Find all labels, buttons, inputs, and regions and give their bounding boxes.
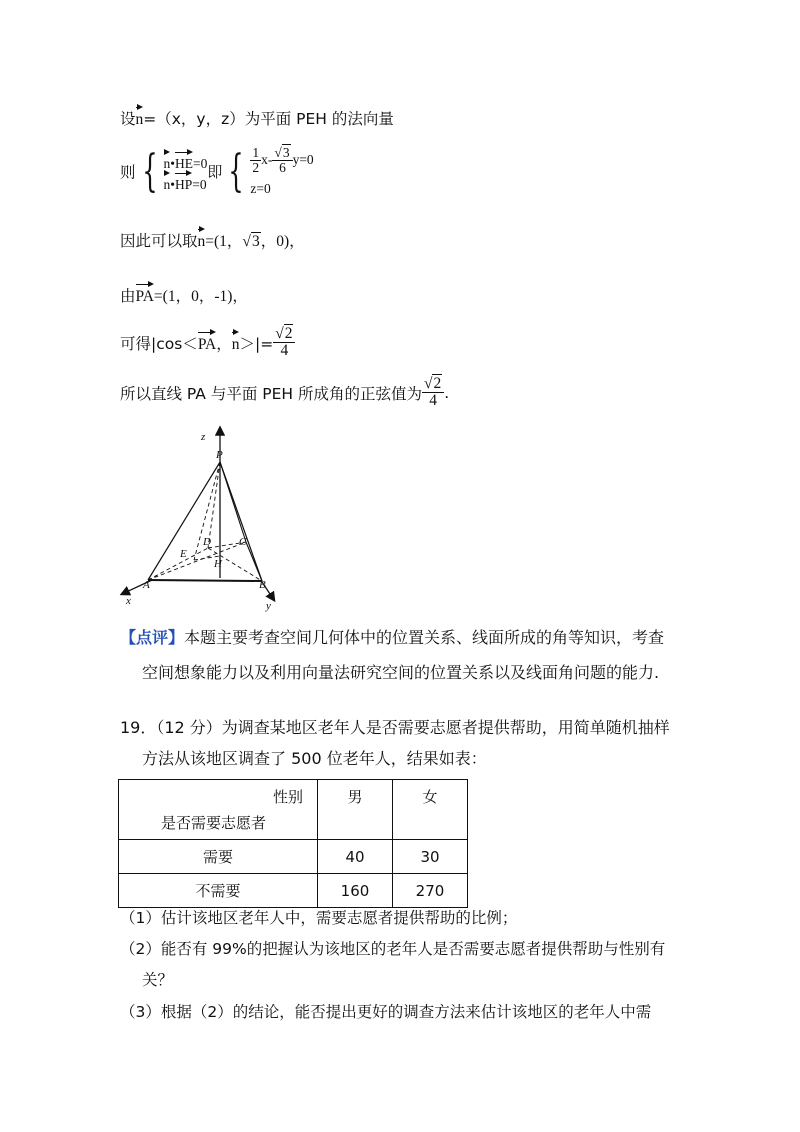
problem-19-line-2: 方法从该地区调查了 500 位老年人，结果如表： [142, 749, 487, 768]
then-label: 则 [120, 163, 136, 182]
label-p: P [216, 449, 223, 461]
equation-n-he: n•HE=0 [164, 151, 208, 172]
survey-table [118, 779, 468, 908]
remark-line-1 [120, 625, 664, 648]
question-2-line-2: 关？ [142, 971, 174, 989]
normal-vector-choice-line: 因此可以取n=(1，√3，0)， [120, 228, 305, 251]
vector-n: n [136, 106, 144, 129]
edge-ab [148, 580, 262, 581]
fraction-sqrt2-over-4: $\frac{√2}{4}$ [273, 326, 295, 360]
vector-pa-line: 由PA=(1，0，-1)， [120, 283, 248, 306]
label-a: A [143, 579, 150, 591]
label-y: y [266, 600, 271, 612]
edge-pc [220, 462, 246, 542]
remark-line-2 [142, 660, 659, 683]
row-label: 不需要 [119, 874, 318, 908]
cell-male: 160 [318, 874, 393, 908]
setup-text: =（x，y，z）为平面 PEH 的法向量 [143, 110, 394, 128]
normal-vector-setup-line [120, 106, 394, 129]
equation-system-line [120, 146, 314, 197]
fraction-sqrt2-over-4: $\frac{√2}{4}$ [422, 376, 444, 410]
label-e: E [180, 548, 187, 560]
label-c: C [239, 536, 247, 548]
edge-ah [148, 542, 246, 580]
vector-equations [164, 151, 208, 193]
cell-male: 40 [318, 840, 393, 874]
edge-ad [148, 548, 208, 580]
vector-pa: PA [198, 331, 216, 354]
remark-text-1: 本题主要考查空间几何体中的位置关系、线面所成的角等知识，考查 [184, 628, 665, 647]
label-b: B [259, 579, 266, 591]
scalar-equations [250, 146, 313, 197]
scalar-equation-2: z=0 [250, 181, 271, 197]
equation-n-hp: n•HP=0 [164, 172, 208, 193]
vector-n: n [198, 228, 206, 251]
cell-female: 30 [393, 840, 468, 874]
table-corner-header [119, 780, 318, 840]
label-x: x [126, 595, 131, 607]
pyramid-figure [110, 418, 310, 618]
label-h: H [214, 558, 222, 570]
question-1: （1）估计该地区老年人中，需要志愿者提供帮助的比例； [120, 909, 518, 927]
cell-female: 270 [393, 874, 468, 908]
left-brace-2: { [228, 145, 245, 197]
vector-pa: PA [136, 283, 154, 306]
edge-bc [246, 542, 262, 581]
table-row [119, 874, 468, 908]
header-female: 女 [393, 780, 468, 840]
table-row [119, 840, 468, 874]
setup-prefix: 设 [120, 110, 136, 128]
remark-text-2: 空间想象能力以及利用向量法研究空间的位置关系以及线面角问题的能力. [142, 663, 660, 682]
label-d: D [203, 536, 211, 548]
header-male: 男 [318, 780, 393, 840]
namely-label: 即 [207, 163, 223, 182]
header-need: 是否需要志愿者 [161, 814, 267, 832]
remark-tag: 【点评】 [120, 628, 185, 647]
left-brace-1: { [141, 145, 158, 197]
vector-n: n [232, 331, 240, 354]
sqrt-3: √3 [242, 233, 260, 250]
conclusion-line: 所以直线 PA 与平面 PEH 所成角的正弦值为 $\frac{√2}{4}$ . [120, 375, 450, 410]
scalar-equation-1: $\frac{1}{2}$ x- $\frac{√3}{6}$ y=0 [252, 145, 314, 176]
question-3: （3）根据（2）的结论，能否提出更好的调查方法来估计该地区的老年人中需 [120, 1003, 652, 1021]
label-z: z [201, 431, 206, 443]
question-2-line-1: （2）能否有 99%的把握认为该地区的老年人是否需要志愿者提供帮助与性别有 [120, 940, 666, 958]
problem-19-line-1: 19．（12 分）为调查某地区老年人是否需要志愿者提供帮助，用简单随机抽样 [120, 718, 670, 737]
cosine-line: 可得|cos＜PA，n＞|= $\frac{√2}{4}$ [120, 326, 295, 360]
row-label: 需要 [119, 840, 318, 874]
header-gender: 性别 [272, 788, 303, 806]
edge-pa [148, 462, 220, 580]
